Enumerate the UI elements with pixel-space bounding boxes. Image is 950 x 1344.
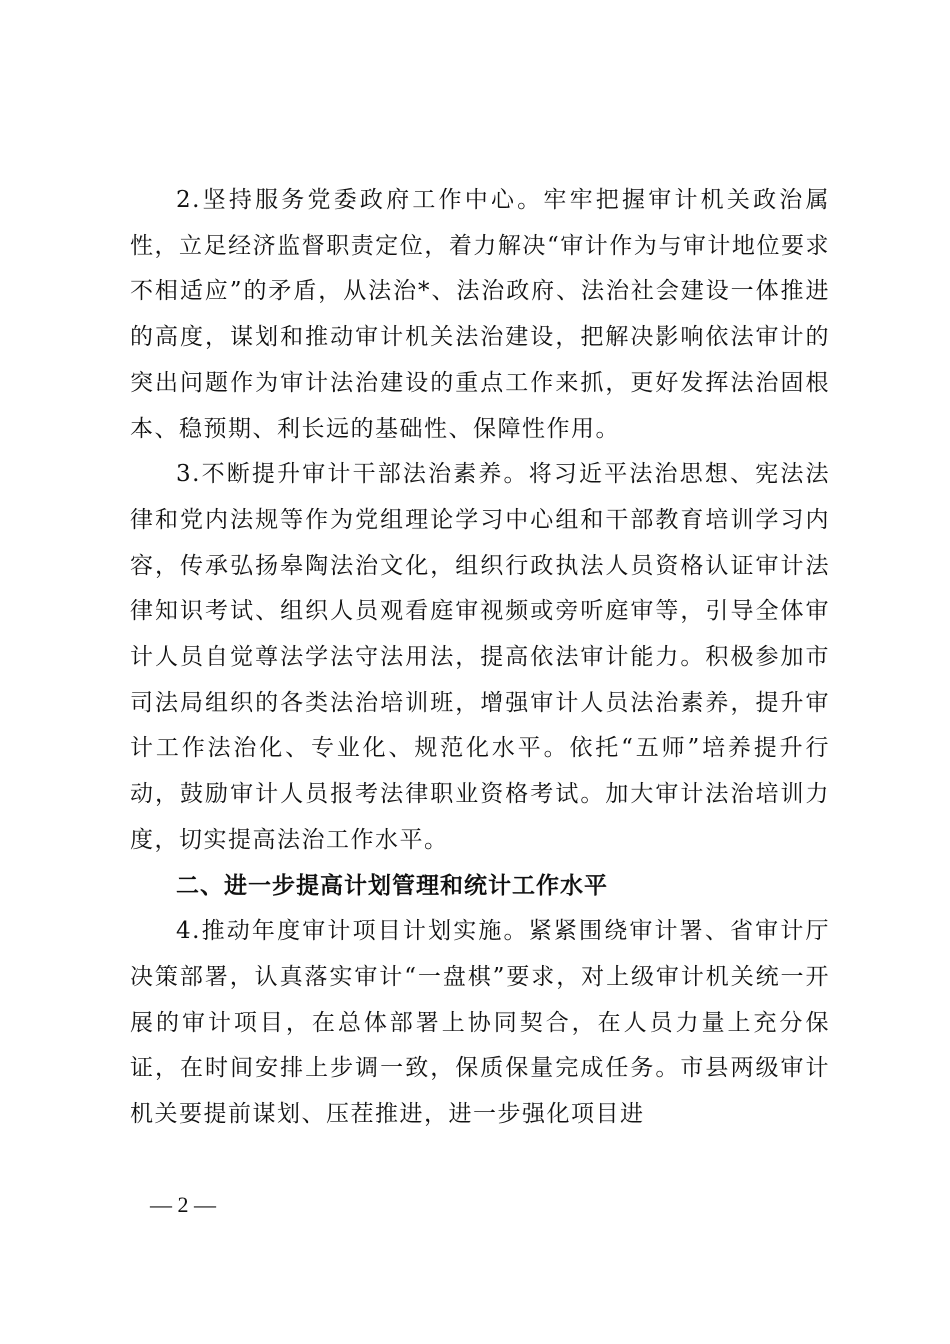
paragraph-3: 3.不断提升审计干部法治素养。将习近平法治思想、宪法法律和党内法规等作为党组理论学习中心组和干部教育培训学习内容，传承弘扬皋陶法治文化，组织行政执法人员资格认证审计法律知识考试、组织人员观看庭审视频或旁听庭审等，引导全体审计人员自觉尊法学法守法用法，提高依法审计能力。积极参加市司法局组织的各类法治培训班，增强审计人员法治素养，提升审计工作法治化、专业化、规范化水平。依托“五师”培养提升行动，鼓励审计人员报考法律职业资格考试。加大审计法治培训力度，切实提高法治工作水平。 <box>130 461 830 853</box>
page-number: — 2 — <box>150 1192 216 1217</box>
paragraph-2: 2.坚持服务党委政府工作中心。牢牢把握审计机关政治属性，立足经济监督职责定位，着力解决“审计作为与审计地位要求不相适应”的矛盾，从法治*、法治政府、法治社会建设一体推进的高度，谋划和推动审计机关法治建设，把解决影响依法审计的突出问题作为审计法治建设的重点工作来抓，更好发挥法治固根本、稳预期、利长远的基础性、保障性作用。 <box>130 187 830 442</box>
section-heading: 二、进一步提高计划管理和统计工作水平 <box>176 872 608 899</box>
document-body <box>130 178 830 1138</box>
paragraph-4: 4.推动年度审计项目计划实施。紧紧围绕审计署、省审计厅决策部署，认真落实审计“一盘棋”要求，对上级审计机关统一开展的审计项目，在总体部署上协同契合，在人员力量上充分保证，在时间安排上步调一致，保质保量完成任务。市县两级审计机关要提前谋划、压茬推进，进一步强化项目进 <box>130 918 830 1128</box>
